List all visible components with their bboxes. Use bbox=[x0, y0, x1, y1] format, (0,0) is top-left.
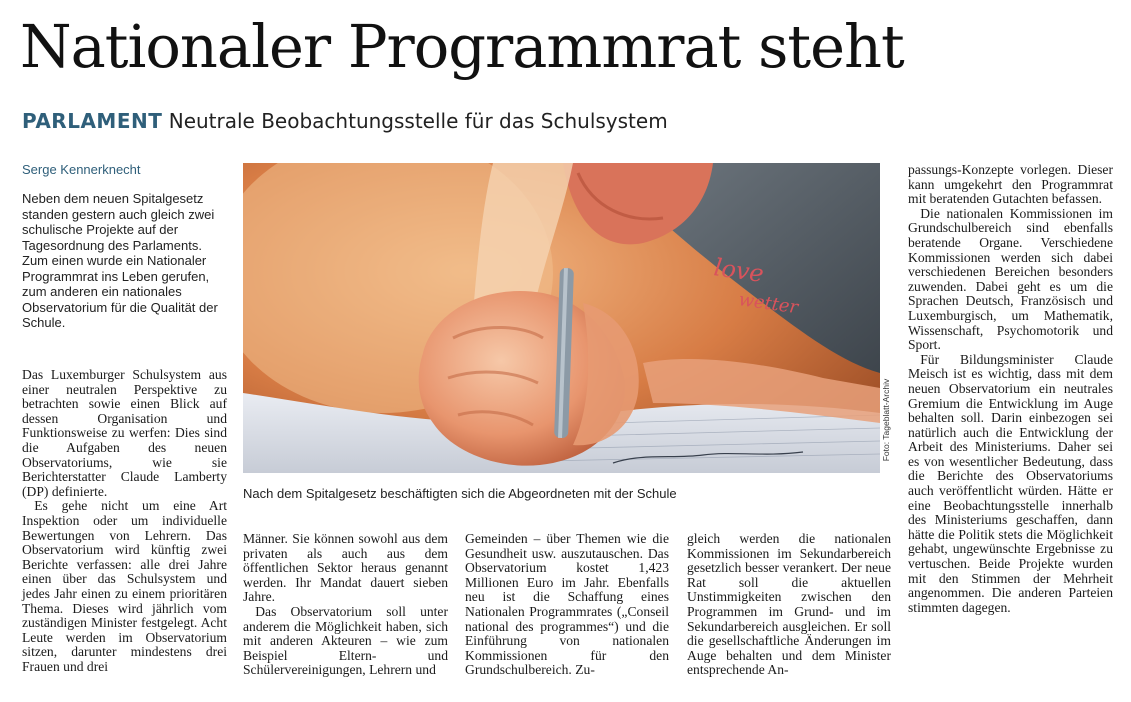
shirt-print-text: wetter bbox=[737, 289, 800, 319]
photo-credit-text: Foto: Tageblatt-Archiv bbox=[881, 378, 891, 462]
shirt-print-text: love bbox=[712, 253, 766, 288]
photo-caption: Nach dem Spitalgesetz beschäftigten sich die Abgeordneten mit der Schule bbox=[243, 486, 677, 501]
paragraph: passungs-Konzepte vorlegen. Dieser kann umgekehrt den Programmrat mit beratenden Gutachten befassen. bbox=[908, 162, 1113, 207]
subheadline-text: Neutrale Beobachtungsstelle für das Schulsystem bbox=[168, 109, 668, 133]
paragraph: gleich werden die nationalen Kommissionen im Sekundarbereich gesetzlich besser verankert. Der neue Rat soll die aktuellen Unstimmigkeiten zwischen den Programmen im Grund- und im Sekundarbereich ausgleichen. Er soll die gesellschaftliche Änderungen im Auge behalten und dem Minister entsprechende An- bbox=[687, 531, 891, 678]
paragraph: Gemeinden – über Themen wie die Gesundheit usw. auszutauschen. Das Observatorium kostet 1,423 Millionen Euro im Jahr. Ebenfalls neu ist die Schaffung eines Nationalen Programmrates („Conseil national des programmes“) und die Einführung von nationalen Kommissionen für den Grundschulbereich. Zu- bbox=[465, 531, 669, 678]
paragraph: Es gehe nicht um eine Art Inspektion oder um individuelle Bewertungen von Lehrern. Das Observatorium wird künftig zwei Berichte verfassen: alle drei Jahre einen über das Schulsystem und jedes Jahr einen zu einem prioritären Thema. Dieses wird jährlich vom zuständigen Minister festgelegt. Acht Leute werden im Observatorium sitzen, darunter mindestens drei Frauen und drei bbox=[22, 498, 227, 674]
paragraph: Für Bildungsminister Claude Meisch ist es wichtig, dass mit dem neuen Observatorium ein neutrales Gremium die Entwicklung im Auge behalten soll. Darin einbezogen sei natürlich auch die Entwicklung der Arbeit des Ministeriums. Daher sei es von wesentlicher Bedeutung, dass die Berichte des Observatoriums auch veröffentlicht würden. Hätte er eine Beobachtungsstelle innerhalb des Ministeriums geschaffen, dann hätte die Politik stets die Möglichkeit gehabt, ungewünschte Ergebnisse zu vertuschen. Beide Projekte wurden mit den Stimmen der Mehrheit angenommen. Die anderen Parteien stimmten dagegen. bbox=[908, 351, 1113, 615]
section-kicker: PARLAMENT bbox=[22, 109, 163, 133]
paragraph: Die nationalen Kommissionen im Grundschulbereich sind ebenfalls beratende Organe. Verschiedene Kommissionen werden sich dabei verschiedenen Bereichen besonders zuwenden. Dabei geht es um die Sprachen Deutsch, Französisch und Luxemburgisch, um Mathematik, Wissenschaft, Psychomotorik und Sport. bbox=[908, 205, 1113, 353]
author-byline: Serge Kennerknecht bbox=[22, 162, 141, 177]
paragraph: Das Observatorium soll unter anderem die Möglichkeit haben, sich mit anderen Akteuren – wie zum Beispiel Eltern- und Schülervereinigungen, Lehrern und bbox=[243, 603, 448, 678]
headline: Nationaler Programmrat steht bbox=[20, 12, 904, 81]
article-column-5 bbox=[908, 163, 1113, 615]
article-photo bbox=[243, 163, 880, 473]
article-column-1 bbox=[22, 368, 227, 674]
article-column-3 bbox=[465, 532, 669, 678]
article-column-2 bbox=[243, 532, 448, 678]
intro-paragraph: Neben dem neuen Spitalgesetz standen gestern auch gleich zwei schulische Projekte auf der Tagesordnung des Parlaments. Zum einen wurde ein Nationaler Programmrat ins Leben gerufen, zum anderen ein nationales Observatorium für die Qualität der Schule. bbox=[22, 191, 218, 330]
photo-child-writing bbox=[243, 163, 880, 473]
paragraph: Das Luxemburger Schulsystem aus einer neutralen Perspektive zu betrachten sowie einen Blick auf dessen Organisation und Funktionsweise zu werfen: Dies sind die Aufgaben des neuen Observatoriums, wie sie Berichterstatter Claude Lamberty (DP) definierte. bbox=[22, 367, 227, 499]
paragraph: Männer. Sie können sowohl aus dem privaten als auch aus dem öffentlichen Sektor heraus genannt werden. Ihr Mandat dauert sieben Jahre. bbox=[243, 531, 448, 605]
photo-credit bbox=[876, 365, 896, 475]
subheadline bbox=[22, 106, 668, 136]
article-column-4 bbox=[687, 532, 891, 678]
